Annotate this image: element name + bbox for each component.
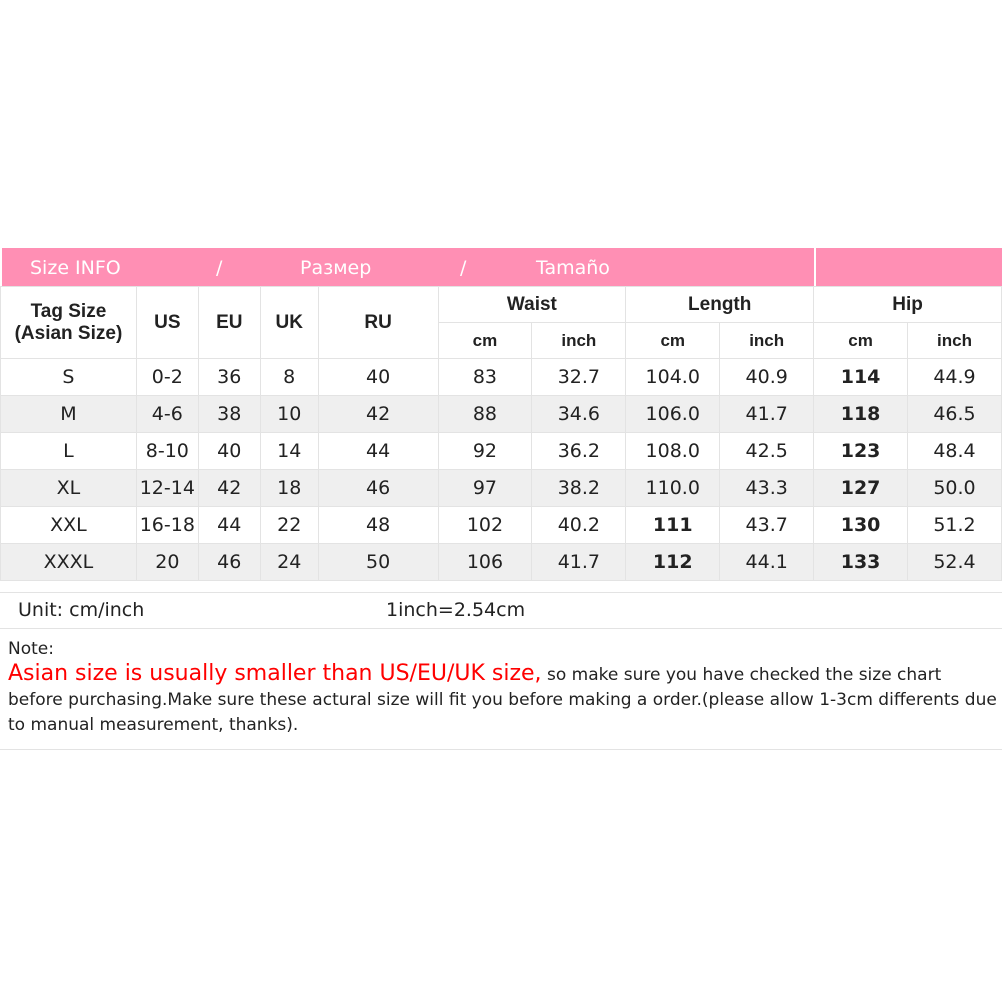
eu-cell: 36 <box>198 359 260 396</box>
hip-cm-cell: 133 <box>814 544 908 581</box>
hip-inch-cell: 50.0 <box>908 470 1002 507</box>
tag-cell: XXL <box>1 507 137 544</box>
ru-cell: 40 <box>318 359 438 396</box>
table-row <box>1 433 1002 470</box>
unit-label: Unit: cm/inch <box>18 599 145 621</box>
tag-size-label: Tag Size <box>30 300 107 322</box>
length-inch-cell: 42.5 <box>720 433 814 470</box>
tag-cell: M <box>1 396 137 433</box>
note-text <box>8 661 998 738</box>
ru-cell: 46 <box>318 470 438 507</box>
waist-cm-cell: 106 <box>438 544 532 581</box>
ru-cell: 50 <box>318 544 438 581</box>
waist-inch-cell: 40.2 <box>532 507 626 544</box>
note-box <box>0 628 1002 750</box>
hip-cm-header: cm <box>814 323 908 359</box>
table-row <box>1 396 1002 433</box>
length-inch-cell: 43.3 <box>720 470 814 507</box>
length-cm-cell: 111 <box>626 507 720 544</box>
hip-inch-header: inch <box>908 323 1002 359</box>
us-header: US <box>136 287 198 359</box>
tag-size-header <box>1 287 137 359</box>
note-body: so make sure you have checked the size chart before purchasing.Make sure these actural size will fit you before making a order.(please allow 1-3cm differents due to manual measurement, thanks). <box>8 665 997 735</box>
waist-cm-cell: 92 <box>438 433 532 470</box>
unit-conversion: 1inch=2.54cm <box>386 599 526 621</box>
uk-cell: 14 <box>260 433 318 470</box>
length-inch-cell: 41.7 <box>720 396 814 433</box>
ru-cell: 42 <box>318 396 438 433</box>
waist-cm-cell: 83 <box>438 359 532 396</box>
hip-inch-cell: 46.5 <box>908 396 1002 433</box>
length-inch-header: inch <box>720 323 814 359</box>
note-warning: Asian size is usually smaller than US/EU/UK size, <box>8 661 542 686</box>
table-row <box>1 470 1002 507</box>
waist-cm-header: cm <box>438 323 532 359</box>
table-row <box>1 359 1002 396</box>
us-cell: 4-6 <box>136 396 198 433</box>
us-cell: 0-2 <box>136 359 198 396</box>
length-cm-cell: 106.0 <box>626 396 720 433</box>
waist-inch-cell: 38.2 <box>532 470 626 507</box>
us-cell: 20 <box>136 544 198 581</box>
length-inch-cell: 44.1 <box>720 544 814 581</box>
waist-inch-header: inch <box>532 323 626 359</box>
unit-row <box>0 592 1002 629</box>
asian-size-label: (Asian Size) <box>14 322 123 344</box>
length-cm-cell: 110.0 <box>626 470 720 507</box>
length-cm-cell: 108.0 <box>626 433 720 470</box>
us-cell: 16-18 <box>136 507 198 544</box>
tag-cell: S <box>1 359 137 396</box>
eu-header: EU <box>198 287 260 359</box>
hip-inch-cell: 44.9 <box>908 359 1002 396</box>
ru-header: RU <box>318 287 438 359</box>
waist-cm-cell: 88 <box>438 396 532 433</box>
waist-header: Waist <box>438 287 626 323</box>
tag-cell: XL <box>1 470 137 507</box>
note-label: Note: <box>8 639 54 659</box>
waist-inch-cell: 32.7 <box>532 359 626 396</box>
uk-cell: 18 <box>260 470 318 507</box>
length-cm-header: cm <box>626 323 720 359</box>
waist-inch-cell: 41.7 <box>532 544 626 581</box>
table-row <box>1 544 1002 581</box>
size-info-banner <box>2 248 814 286</box>
us-cell: 12-14 <box>136 470 198 507</box>
banner-slash: / <box>216 257 223 279</box>
length-cm-cell: 104.0 <box>626 359 720 396</box>
banner-size-info: Size INFO <box>30 257 121 279</box>
length-inch-cell: 43.7 <box>720 507 814 544</box>
ru-cell: 48 <box>318 507 438 544</box>
ru-cell: 44 <box>318 433 438 470</box>
hip-inch-cell: 52.4 <box>908 544 1002 581</box>
table-row <box>1 507 1002 544</box>
banner-tamano: Tamaño <box>536 257 610 279</box>
length-inch-cell: 40.9 <box>720 359 814 396</box>
length-header: Length <box>626 287 814 323</box>
hip-cm-cell: 127 <box>814 470 908 507</box>
uk-cell: 24 <box>260 544 318 581</box>
eu-cell: 38 <box>198 396 260 433</box>
banner-razmer: Размер <box>300 257 372 279</box>
waist-cm-cell: 97 <box>438 470 532 507</box>
uk-cell: 22 <box>260 507 318 544</box>
uk-header: UK <box>260 287 318 359</box>
length-cm-cell: 112 <box>626 544 720 581</box>
hip-cm-cell: 114 <box>814 359 908 396</box>
waist-inch-cell: 34.6 <box>532 396 626 433</box>
eu-cell: 44 <box>198 507 260 544</box>
hip-inch-cell: 48.4 <box>908 433 1002 470</box>
us-cell: 8-10 <box>136 433 198 470</box>
tag-cell: XXXL <box>1 544 137 581</box>
hip-header: Hip <box>814 287 1002 323</box>
hip-cm-cell: 130 <box>814 507 908 544</box>
uk-cell: 8 <box>260 359 318 396</box>
hip-cm-cell: 118 <box>814 396 908 433</box>
eu-cell: 46 <box>198 544 260 581</box>
banner-filler <box>816 248 1002 286</box>
eu-cell: 40 <box>198 433 260 470</box>
banner-slash: / <box>460 257 467 279</box>
hip-cm-cell: 123 <box>814 433 908 470</box>
hip-inch-cell: 51.2 <box>908 507 1002 544</box>
waist-cm-cell: 102 <box>438 507 532 544</box>
uk-cell: 10 <box>260 396 318 433</box>
tag-cell: L <box>1 433 137 470</box>
size-table <box>0 286 1002 581</box>
waist-inch-cell: 36.2 <box>532 433 626 470</box>
eu-cell: 42 <box>198 470 260 507</box>
